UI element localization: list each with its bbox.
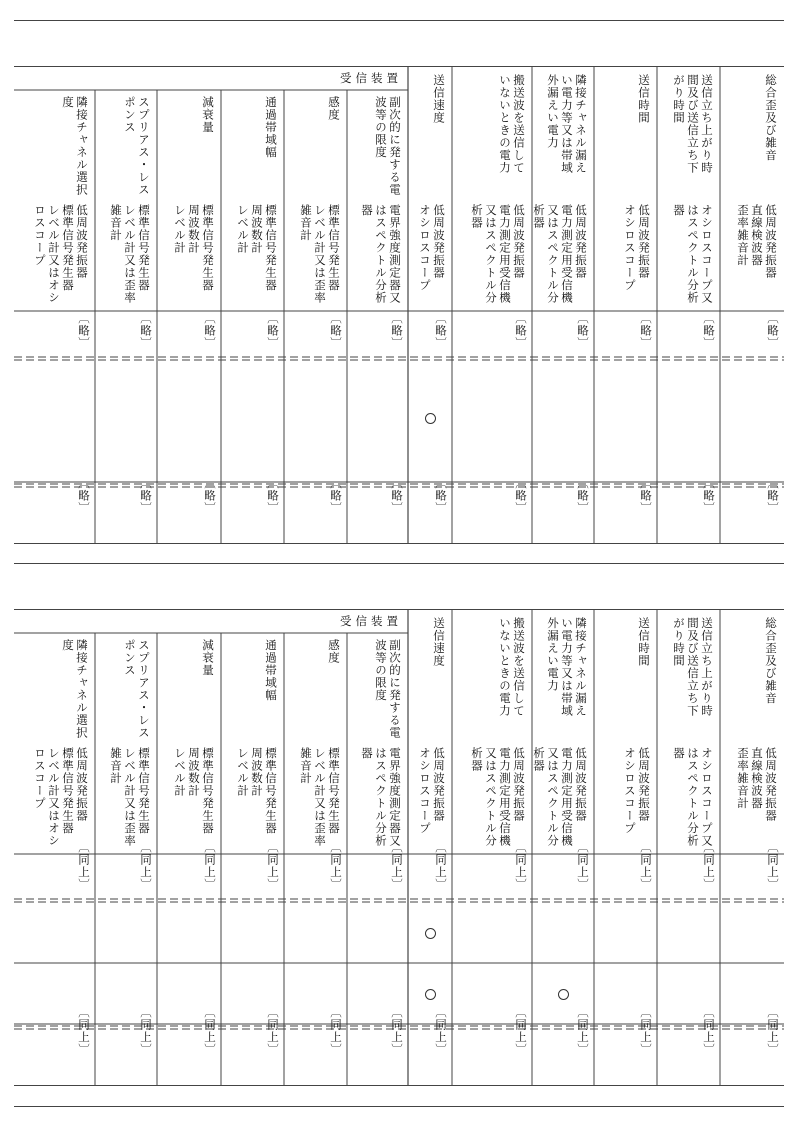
note-label: 〔略〕 [77,312,91,350]
note-label: 〔同上〕 [329,1006,343,1056]
note-label: 〔同上〕 [203,841,217,891]
rule-mid [14,563,784,564]
note-label: 〔同上〕 [576,841,590,891]
note-label: 〔略〕 [390,312,404,350]
note-label: 〔同上〕 [203,1006,217,1056]
column-item-label: 通過帯域幅 [264,639,278,702]
column-item-label: 減衰量 [201,96,215,134]
column-instruments: 低周波発振器 標準信号発生器 レベル計又はオシ ロスコープ [33,747,89,847]
note-label: 〔略〕 [139,477,153,515]
note-label: 〔同上〕 [390,841,404,891]
note-label: 〔同上〕 [434,841,448,891]
column-item-label: スプリアス・レス ポンス [123,96,151,196]
note-label: 〔略〕 [702,312,716,350]
note-label: 〔同上〕 [329,841,343,891]
note-label: 〔同上〕 [139,841,153,891]
note-label: 〔略〕 [514,312,528,350]
column-item-label: 隣接チャネル選択 度 [61,96,89,196]
column-item-label: 搬送波を送信して いないときの電力 [498,617,526,717]
applicable-mark [558,989,569,1000]
column-instruments: 標準信号発生器 レベル計又は歪率 雑音計 [109,204,151,304]
note-label: 〔略〕 [576,312,590,350]
column-instruments: 低周波発振器 オシロスコープ [623,204,651,292]
column-item-label: スプリアス・レス ポンス [123,639,151,739]
note-label: 〔同上〕 [702,841,716,891]
column-instruments: 標準信号発生器 レベル計又は歪率 雑音計 [109,747,151,847]
column-item-label: 通過帯域幅 [264,96,278,159]
note-label: 〔略〕 [203,312,217,350]
column-instruments: 電界強度測定器又 はスペクトル分析 器 [360,747,402,847]
column-instruments: オシロスコープ又 はスペクトル分析 器 [672,747,714,847]
column-item-label: 減衰量 [201,639,215,677]
section-label-receiver: 受信装置 [340,614,402,628]
column-item-label: 総合歪及び雑音 [764,617,778,705]
note-label: 〔同上〕 [766,1006,780,1056]
note-label: 〔略〕 [77,477,91,515]
column-instruments: 標準信号発生器 レベル計又は歪率 雑音計 [299,204,341,304]
column-instruments: 低周波発振器 電力測定用受信機 又はスペクトル分 析器 [470,204,526,304]
note-label: 〔略〕 [434,477,448,515]
column-item-label: 総合歪及び雑音 [764,74,778,162]
note-label: 〔同上〕 [77,841,91,891]
note-label: 〔同上〕 [390,1006,404,1056]
note-label: 〔略〕 [766,477,780,515]
column-instruments: 低周波発振器 標準信号発生器 レベル計又はオシ ロスコープ [33,204,89,304]
column-instruments: 低周波発振器 電力測定用受信機 又はスペクトル分 析器 [470,747,526,847]
column-item-label: 副次的に発する電 波等の限度 [374,96,402,196]
column-instruments: 低周波発振器 電力測定用受信機 又はスペクトル分 析器 [532,747,588,847]
column-item-label: 送信立ち上がり時 間及び送信立ち下 がり時間 [672,617,714,717]
note-label: 〔略〕 [766,312,780,350]
note-label: 〔略〕 [390,477,404,515]
note-label: 〔同上〕 [766,841,780,891]
column-item-label: 送信速度 [432,617,446,667]
note-label: 〔略〕 [329,477,343,515]
note-label: 〔略〕 [329,312,343,350]
note-label: 〔略〕 [639,477,653,515]
column-instruments: オシロスコープ又 はスペクトル分析 器 [672,204,714,304]
note-label: 〔略〕 [266,477,280,515]
column-item-label: 隣接チャネル漏え い電力等又は帯域 外漏えい電力 [546,617,588,717]
column-instruments: 低周波発振器 直線検波器 歪率雑音計 [736,204,778,279]
column-instruments: 低周波発振器 直線検波器 歪率雑音計 [736,747,778,822]
column-instruments: 低周波発振器 電力測定用受信機 又はスペクトル分 析器 [532,204,588,304]
column-item-label: 搬送波を送信して いないときの電力 [498,74,526,174]
section-label-receiver: 受信装置 [340,71,402,85]
note-label: 〔同上〕 [77,1006,91,1056]
column-instruments: 標準信号発生器 レベル計又は歪率 雑音計 [299,747,341,847]
measurement-table-2 [14,609,784,1086]
column-item-label: 送信時間 [637,74,651,124]
rule-top [14,20,784,21]
note-label: 〔略〕 [576,477,590,515]
note-label: 〔略〕 [514,477,528,515]
column-item-label: 送信時間 [637,617,651,667]
measurement-table-1 [14,66,784,544]
note-label: 〔略〕 [203,477,217,515]
column-item-label: 感度 [327,639,341,664]
note-label: 〔略〕 [139,312,153,350]
column-instruments: 電界強度測定器又 はスペクトル分析 器 [360,204,402,304]
note-label: 〔略〕 [266,312,280,350]
column-instruments: 低周波発振器 オシロスコープ [418,747,446,835]
note-label: 〔略〕 [702,477,716,515]
column-item-label: 送信速度 [432,74,446,124]
note-label: 〔同上〕 [139,1006,153,1056]
column-instruments: 低周波発振器 オシロスコープ [418,204,446,292]
note-label: 〔同上〕 [639,841,653,891]
applicable-mark [425,928,436,939]
column-instruments: 標準信号発生器 周波数計 レベル計 [236,204,278,292]
column-instruments: 標準信号発生器 周波数計 レベル計 [173,204,215,292]
column-item-label: 送信立ち上がり時 間及び送信立ち下 がり時間 [672,74,714,174]
column-instruments: 低周波発振器 オシロスコープ [623,747,651,835]
column-item-label: 感度 [327,96,341,121]
applicable-mark [425,989,436,1000]
note-label: 〔略〕 [434,312,448,350]
column-instruments: 標準信号発生器 周波数計 レベル計 [173,747,215,835]
note-label: 〔同上〕 [576,1006,590,1056]
note-label: 〔同上〕 [639,1006,653,1056]
column-item-label: 副次的に発する電 波等の限度 [374,639,402,739]
note-label: 〔同上〕 [434,1006,448,1056]
applicable-mark [425,413,436,424]
note-label: 〔略〕 [639,312,653,350]
note-label: 〔同上〕 [514,841,528,891]
note-label: 〔同上〕 [266,1006,280,1056]
column-instruments: 標準信号発生器 周波数計 レベル計 [236,747,278,835]
note-label: 〔同上〕 [266,841,280,891]
column-item-label: 隣接チャネル選択 度 [61,639,89,739]
column-item-label: 隣接チャネル漏え い電力等又は帯域 外漏えい電力 [546,74,588,174]
note-label: 〔同上〕 [702,1006,716,1056]
rule-bottom [14,1106,784,1107]
note-label: 〔同上〕 [514,1006,528,1056]
